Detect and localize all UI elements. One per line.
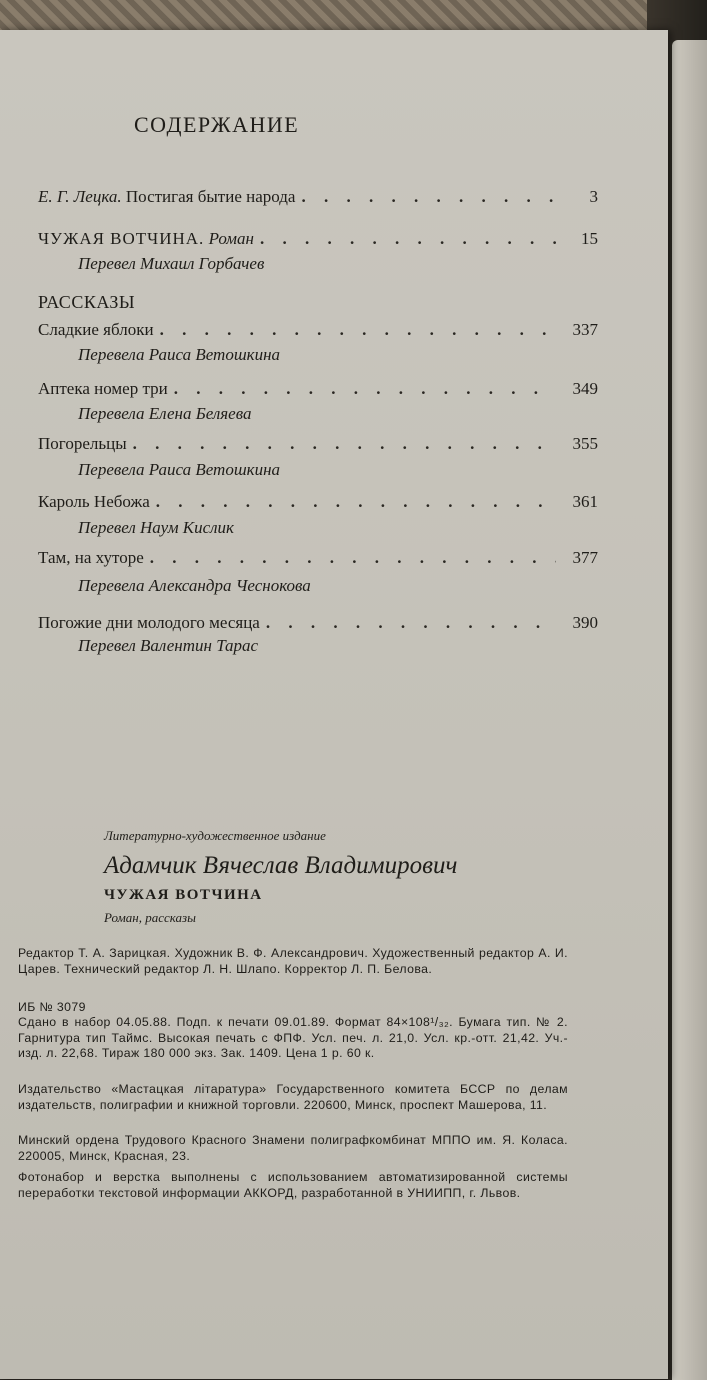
section-stories: РАССКАЗЫ [38, 292, 136, 312]
leader-dots [174, 379, 556, 399]
story-translator: Перевела Александра Чеснокова [78, 576, 311, 595]
story-title: Кароль Небожа [38, 492, 150, 511]
typesetting-info: Фотонабор и верстка выполнены с использованием автоматизированной системы переработки текстовой информации АККОРД, разработанной в УНИИПП, г. Львов. [18, 1170, 568, 1200]
story-title: Там, на хуторе [38, 548, 144, 567]
leader-dots [260, 229, 556, 249]
author-name: Адамчик Вячеслав Владимирович [104, 852, 458, 879]
toc-entry-story [38, 434, 598, 458]
story-title: Погорельцы [38, 434, 127, 453]
book-page [0, 30, 668, 1379]
toc-entry-story [38, 548, 598, 572]
book-title: ЧУЖАЯ ВОТЧИНА [104, 887, 263, 903]
toc-entry-story [38, 492, 598, 516]
story-title: Сладкие яблоки [38, 320, 154, 339]
story-page: 337 [572, 320, 598, 339]
story-page: 361 [572, 492, 598, 511]
story-page: 390 [572, 613, 598, 632]
print-details: Сдано в набор 04.05.88. Подп. к печати 09.01.89. Формат 84×108¹/₃₂. Бумага тип. № 2. Гарнитура тип Таймс. Высокая печать с ФПФ. Усл. печ. л. 21,0. Усл. кр.-отт. 21,42. Уч.-изд. л. 22,68. Тираж 180 000 экз. Зак. 1409. Цена 1 р. 60 к. [18, 1015, 568, 1060]
ib-number: ИБ № 3079 [18, 1000, 86, 1014]
story-page: 349 [572, 379, 598, 398]
edition-type: Литературно-художественное издание [104, 828, 326, 843]
story-page: 377 [572, 548, 598, 567]
intro-page: 3 [589, 187, 598, 206]
story-title: Погожие дни молодого месяца [38, 613, 260, 632]
leader-dots [301, 187, 556, 207]
intro-author: Е. Г. Лецка. [38, 187, 122, 206]
story-translator: Перевел Валентин Тарас [78, 636, 259, 655]
intro-title: Постигая бытие народа [125, 187, 296, 206]
toc-entry-novel [38, 229, 598, 253]
leader-dots [133, 434, 556, 454]
toc-entry-intro [38, 187, 598, 211]
story-page: 355 [572, 434, 598, 453]
story-translator: Перевела Елена Беляева [78, 404, 252, 423]
toc-title: СОДЕРЖАНИЕ [134, 112, 300, 137]
story-translator: Перевела Раиса Ветошкина [78, 460, 281, 479]
book-subtitle: Роман, рассказы [104, 910, 196, 925]
novel-page: 15 [581, 229, 598, 248]
publisher-info: Издательство «Мастацкая лiтаратура» Государственного комитета БССР по делам издательств, полиграфии и книжной торговли. 220600, Минск, проспект Машерова, 11. [18, 1082, 568, 1112]
leader-dots [156, 492, 556, 512]
printer-info: Минский ордена Трудового Красного Знамени полиграфкомбинат МППО им. Я. Коласа. 220005, Минск, Красная, 23. [18, 1133, 568, 1163]
story-translator: Перевел Наум Кислик [78, 518, 235, 537]
story-title: Аптека номер три [38, 379, 168, 398]
leader-dots [150, 548, 556, 568]
credits: Редактор Т. А. Зарицкая. Художник В. Ф. Александрович. Художественный редактор А. И. Царев. Технический редактор Л. Н. Шлапо. Корректор Л. П. Белова. [18, 946, 568, 976]
toc-entry-story [38, 613, 598, 637]
toc-entry-story [38, 320, 598, 344]
novel-translator: Перевел Михаил Горбачев [78, 254, 265, 273]
adjacent-page-edge [672, 40, 707, 1380]
toc-entry-story [38, 379, 598, 403]
story-translator: Перевела Раиса Ветошкина [78, 345, 281, 364]
leader-dots [160, 320, 556, 340]
leader-dots [266, 613, 556, 633]
novel-title: ЧУЖАЯ ВОТЧИНА. [38, 229, 205, 248]
novel-genre: Роман [208, 229, 254, 248]
